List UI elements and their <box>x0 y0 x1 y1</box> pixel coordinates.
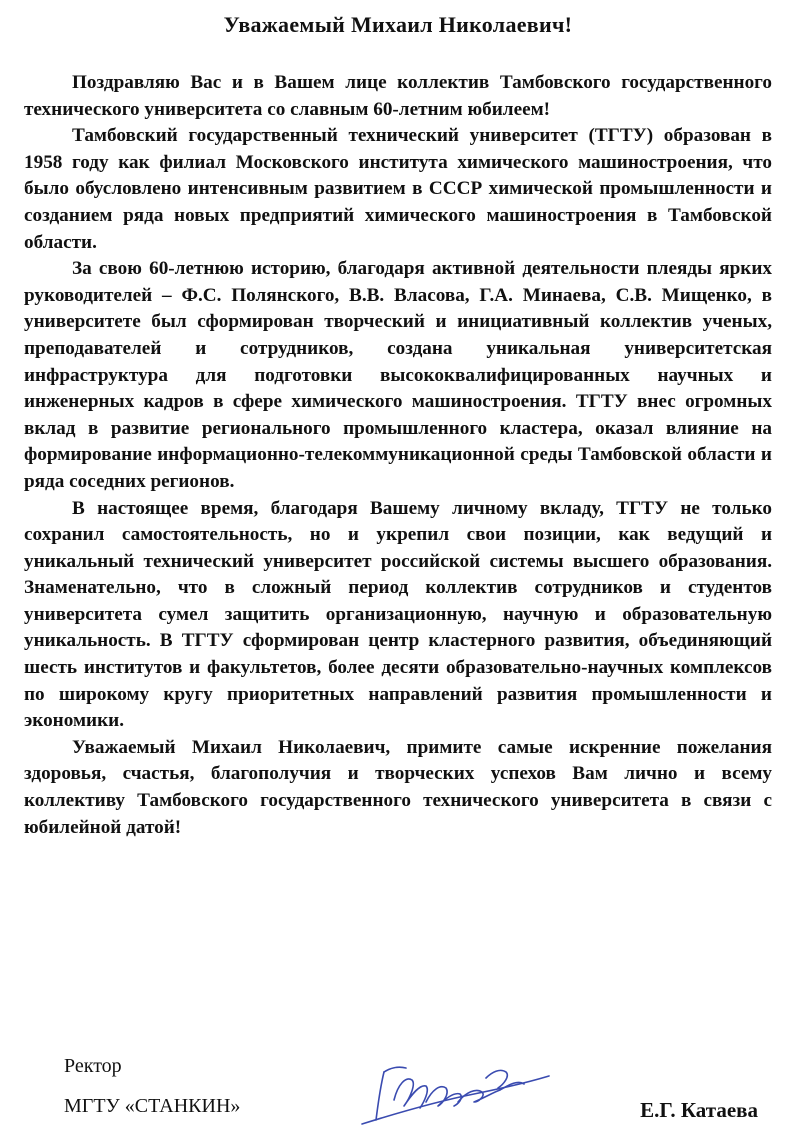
paragraph-congratulation: Поздравляю Вас и в Вашем лице коллектив Тамбовского государственного технического университета со славным 60-летним юбилеем! <box>24 72 772 120</box>
paragraph-present: В настоящее время, благодаря Вашему личному вкладу, ТГТУ не только сохранил самостоятельность, но и укрепил свои позиции, как ведущий и уникальный технический университет российской системы высшего образования. Знаменательно, что в сложный период коллектив сотрудников и студентов университета сумел защитить организационную, научную и образовательную уникальность. В ТГТУ сформирован центр кластерного развития, объединяющий шесть институтов и факультетов, более десяти образовательно-научных комплексов по широкому кругу приоритетных направлений развития промышленности и экономики. <box>24 497 772 732</box>
letter-body <box>24 70 772 841</box>
paragraph-wishes: Уважаемый Михаил Николаевич, примите самые искренние пожелания здоровья, счастья, благополучия и творческих успехов Вам лично и всему коллективу Тамбовского государственного технического университета в связи с юбилейной датой! <box>24 736 772 838</box>
paragraph-history: Тамбовский государственный технический университет (ТГТУ) образован в 1958 году как филиал Московского института химического машиностроения, что было обусловлено интенсивным развитием в СССР химической промышленности и созданием ряда новых предприятий химического машиностроения в Тамбовской области. <box>24 125 772 253</box>
signatory-name: Е.Г. Катаева <box>640 1098 758 1122</box>
handwritten-signature <box>354 1054 554 1136</box>
signature-block <box>64 1052 764 1132</box>
signatory-organization: МГТУ «СТАНКИН» <box>64 1095 241 1117</box>
letter-greeting: Уважаемый Михаил Николаевич! <box>223 12 573 37</box>
paragraph-achievements: За свою 60-летнюю историю, благодаря активной деятельности плеяды ярких руководителей – Ф.С. Полянского, В.В. Власова, Г.А. Минаева, С.В. Мищенко, в университете был сформирован творческий и инициативный коллектив ученых, преподавателей и сотрудников, создана уникальная университетская инфраструктура для подготовки высококвалифицированных научных и инженерных кадров в сфере химического машиностроения. ТГТУ внес огромных вклад в развитие регионального промышленного кластера, оказал влияние на формирование информационно-телекоммуникационной среды Тамбовской области и ряда соседних регионов. <box>24 258 772 492</box>
signatory-position: Ректор <box>64 1055 122 1077</box>
